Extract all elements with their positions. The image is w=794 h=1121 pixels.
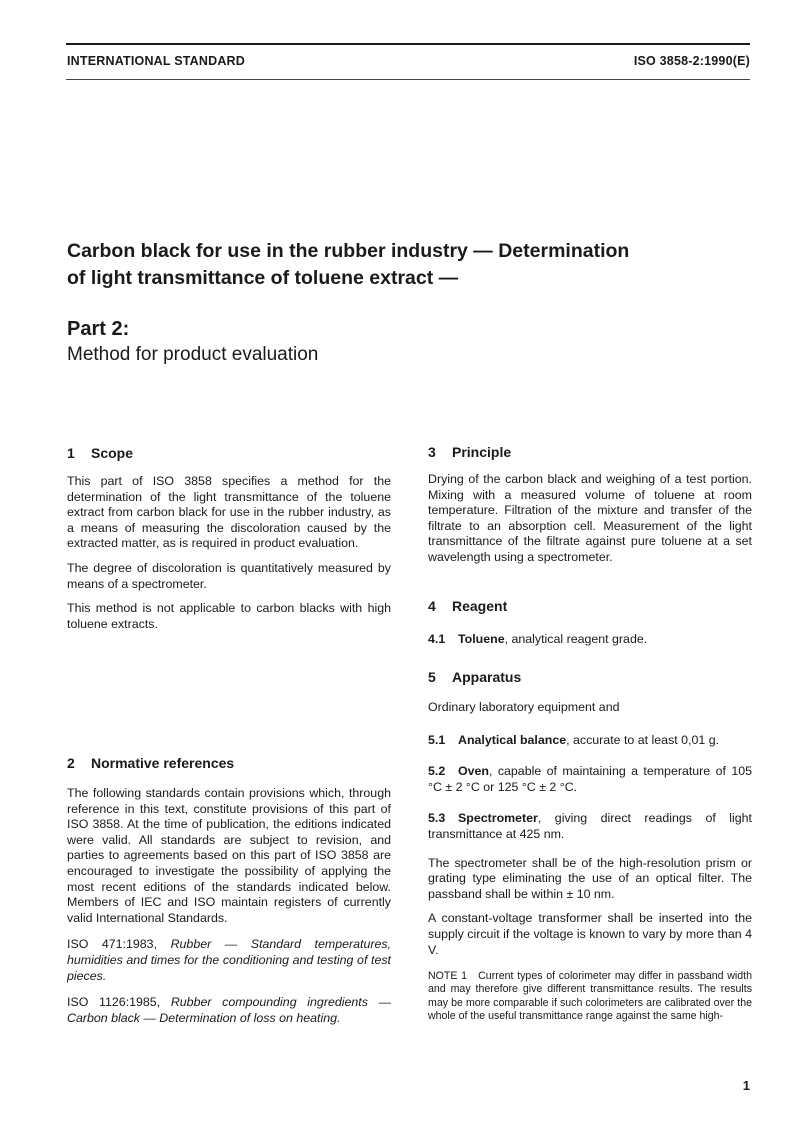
note-1 [428, 970, 752, 1023]
title-line-2: of light transmittance of toluene extract — [67, 267, 459, 289]
note-text: Current types of colorimeter may differ in passband width and may therefore give different transmittance results. The results may be more comparable if such colorimeters are calibrated over the whole of the useful transmittance range against the same high- [428, 970, 752, 1022]
clause-label: Toluene [458, 632, 505, 646]
section-principle-heading [428, 444, 752, 460]
note-label: NOTE 1 [428, 970, 468, 983]
apparatus-item-balance [428, 733, 752, 749]
section-normative-heading [67, 755, 391, 771]
section-scope-heading [67, 445, 391, 461]
apparatus-body [428, 700, 752, 1023]
part-subtitle: Method for product evaluation [67, 344, 319, 365]
header-standard-number: ISO 3858-2:1990(E) [633, 54, 750, 68]
clause-number: 5.2 [428, 764, 446, 779]
normative-body [67, 786, 391, 1026]
section-number: 5 [428, 669, 436, 685]
principle-paragraph: Drying of the carbon black and weighing of a test portion. Mixing with a measured volume of toluene at room temperature. Filtration of the mixture and transfer of the filtrate to an absorption cell. Measurement of the light transmittance of the filtrate against pure toluene at a set wavelength using a spectrometer. [428, 472, 752, 564]
section-number: 2 [67, 755, 75, 771]
title-line-1: Carbon black for use in the rubber industry — Determination [67, 240, 630, 262]
page-number: 1 [742, 1078, 750, 1093]
section-apparatus-heading [428, 669, 752, 685]
section-title: Reagent [452, 598, 508, 614]
clause-label: Analytical balance [458, 732, 567, 747]
clause-text: , accurate to at least 0,01 g. [566, 732, 720, 747]
section-reagent-heading [428, 598, 752, 614]
reference-iso-1126 [67, 995, 391, 1026]
top-rule [66, 43, 750, 45]
clause-number: 4.1 [428, 632, 446, 646]
reagent-item-toluene [428, 632, 752, 648]
transformer-paragraph: A constant-voltage transformer shall be inserted into the supply circuit if the voltage is known to vary by more than 4 V. [428, 911, 752, 957]
scope-paragraph-3: This method is not applicable to carbon blacks with high toluene extracts. [67, 601, 391, 631]
header-standard-type: INTERNATIONAL STANDARD [67, 54, 246, 68]
document-title [67, 238, 747, 292]
apparatus-item-spectrometer [428, 811, 752, 842]
section-title: Apparatus [452, 669, 522, 685]
section-title: Normative references [91, 755, 235, 771]
header-underline [66, 79, 750, 80]
reference-iso-471 [67, 937, 391, 984]
clause-text: , giving direct readings of light transmittance at 425 nm. [428, 811, 752, 841]
clause-number: 5.3 [428, 811, 446, 826]
section-number: 3 [428, 444, 436, 460]
scope-paragraph-1: This part of ISO 3858 specifies a method for the determination of the light transmittance of the toluene extract from carbon black for use in the rubber industry, as a means of measuring the discoloration caused by the extracted matter, as is required in product evaluation. [67, 474, 391, 551]
reference-title: Rubber — Standard temperatures, humidities and times for the conditioning and testing of test pieces. [67, 937, 392, 983]
scope-body [67, 474, 391, 632]
apparatus-item-oven [428, 764, 752, 795]
part-number: Part 2: [67, 318, 130, 340]
reference-code: ISO 1126:1985, [67, 995, 161, 1010]
section-title: Scope [91, 445, 134, 461]
clause-label: Oven [458, 764, 489, 779]
clause-text: , capable of maintaining a temperature of 105 °C ± 2 °C or 125 °C ± 2 °C. [428, 764, 752, 794]
clause-text: , analytical reagent grade. [504, 632, 648, 646]
reference-title: Rubber compounding ingredients — Carbon black — Determination of loss on heating. [67, 995, 391, 1025]
clause-label: Spectrometer [458, 811, 538, 826]
normative-paragraph: The following standards contain provisions which, through reference in this text, constitute provisions of this part of ISO 3858. At the time of publication, the editions indicated were valid. All standards are subject to revision, and parties to agreements based on this part of ISO 3858 are encouraged to investigate the possibility of applying the most recent editions of the standards indicated below. Members of IEC and ISO maintain registers of currently valid International Standards. [67, 786, 391, 925]
scope-paragraph-2: The degree of discoloration is quantitatively measured by means of a spectrometer. [67, 560, 391, 591]
principle-body [428, 472, 752, 566]
apparatus-intro: Ordinary laboratory equipment and [428, 700, 620, 714]
spectrometer-resolution-paragraph: The spectrometer shall be of the high-resolution prism or grating type eliminating the use of an optical filter. The passband shall be within ± 10 nm. [428, 855, 752, 901]
reference-code: ISO 471:1983, [67, 937, 158, 952]
section-title: Principle [452, 444, 512, 460]
section-number: 4 [428, 598, 436, 614]
clause-number: 5.1 [428, 732, 446, 747]
section-number: 1 [67, 445, 75, 461]
